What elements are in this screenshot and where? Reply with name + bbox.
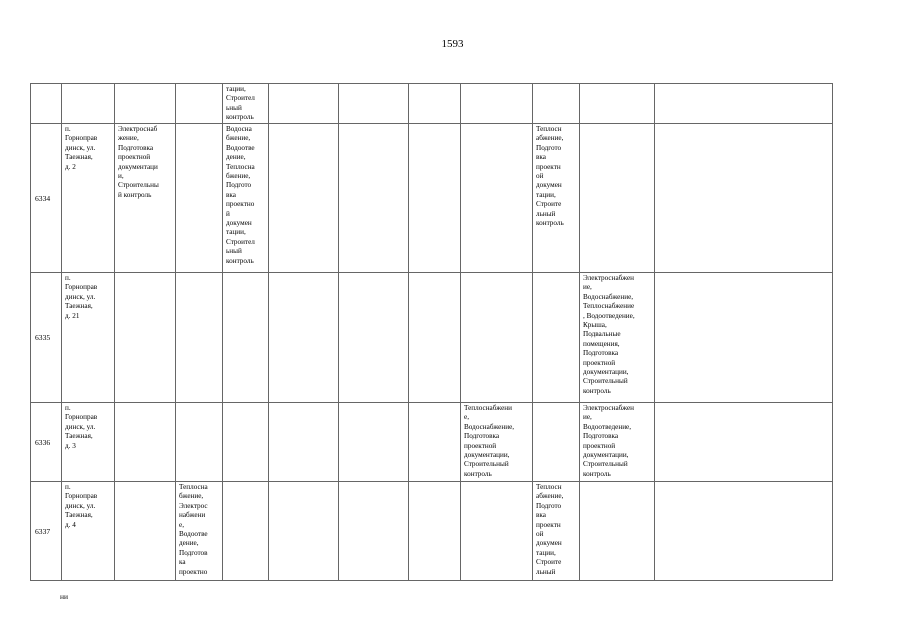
address-cell: п. Горноправ динск, ул. Таежная, д. 3 (62, 403, 115, 482)
empty-cell (461, 84, 533, 124)
empty-cell (655, 84, 833, 124)
works-cell: Теплосн абжение, Подгото вка проектн ой докумен тации, Строите льный (533, 482, 580, 581)
works-cell (176, 273, 223, 403)
works-cell (223, 403, 269, 482)
works-cell (176, 84, 223, 124)
table-row (31, 482, 833, 581)
works-cell: Теплосн абжение, Подгото вка проектн ой докумен тации, Строите льный контроль (533, 124, 580, 273)
address-cell: п. Горноправ динск, ул. Таежная, д. 21 (62, 273, 115, 403)
empty-cell (269, 84, 339, 124)
row-number: 6337 (31, 482, 62, 581)
empty-cell (655, 273, 833, 403)
works-cell (115, 273, 176, 403)
row-number (31, 84, 62, 124)
works-cell (580, 84, 655, 124)
table-row (31, 84, 833, 124)
works-cell (223, 273, 269, 403)
works-cell (176, 403, 223, 482)
row-number: 6335 (31, 273, 62, 403)
empty-cell (461, 124, 533, 273)
works-cell (461, 273, 533, 403)
address-cell: п. Горноправ динск, ул. Таежная, д. 4 (62, 482, 115, 581)
empty-cell (339, 124, 409, 273)
empty-cell (409, 482, 461, 581)
works-cell (580, 124, 655, 273)
works-cell (176, 124, 223, 273)
empty-cell (339, 482, 409, 581)
works-cell (115, 84, 176, 124)
works-cell (580, 482, 655, 581)
capital-repair-table (30, 83, 833, 581)
address-cell: п. Горноправ динск, ул. Таежная, д. 2 (62, 124, 115, 273)
row-number: 6336 (31, 403, 62, 482)
works-cell: Водосна бжение, Водоотве дение, Теплосна бжение, Подгото вка проектно й докумен тации, Строител ьный контроль (223, 124, 269, 273)
table-row (31, 273, 833, 403)
works-cell: Электроснаб жение, Подготовка проектной документаци и, Строительны й контроль (115, 124, 176, 273)
works-cell (115, 482, 176, 581)
empty-cell (655, 482, 833, 581)
empty-cell (269, 403, 339, 482)
empty-cell (339, 84, 409, 124)
empty-cell (409, 403, 461, 482)
works-cell: тации, Строител ьный контроль (223, 84, 269, 124)
empty-cell (409, 124, 461, 273)
empty-cell (339, 403, 409, 482)
empty-cell (461, 482, 533, 581)
works-cell: Теплосна бжение, Электрос набжени е, Водоотве дение, Подготов ка проектно (176, 482, 223, 581)
empty-cell (409, 273, 461, 403)
works-cell (223, 482, 269, 581)
address-cell (62, 84, 115, 124)
table-row (31, 124, 833, 273)
works-cell: Электроснабжен ие, Водоотведение, Подготовка проектной документации, Строительный контроль (580, 403, 655, 482)
empty-cell (655, 124, 833, 273)
works-cell: Теплоснабжени е, Водоснабжение, Подготовка проектной документации, Строительный контроль (461, 403, 533, 482)
row-number: 6334 (31, 124, 62, 273)
works-cell: Электроснабжен ие, Водоснабжение, Теплоснабжение , Водоотведение, Крыша, Подвальные помещения, Подготовка проектной документации, Строительный контроль (580, 273, 655, 403)
empty-cell (655, 403, 833, 482)
empty-cell (269, 482, 339, 581)
empty-cell (409, 84, 461, 124)
works-cell (533, 273, 580, 403)
empty-cell (269, 124, 339, 273)
footer-note: ни (60, 592, 69, 601)
page-number: 1593 (441, 38, 464, 50)
table-row (31, 403, 833, 482)
empty-cell (339, 273, 409, 403)
works-cell (533, 84, 580, 124)
empty-cell (269, 273, 339, 403)
works-cell (115, 403, 176, 482)
works-cell (533, 403, 580, 482)
